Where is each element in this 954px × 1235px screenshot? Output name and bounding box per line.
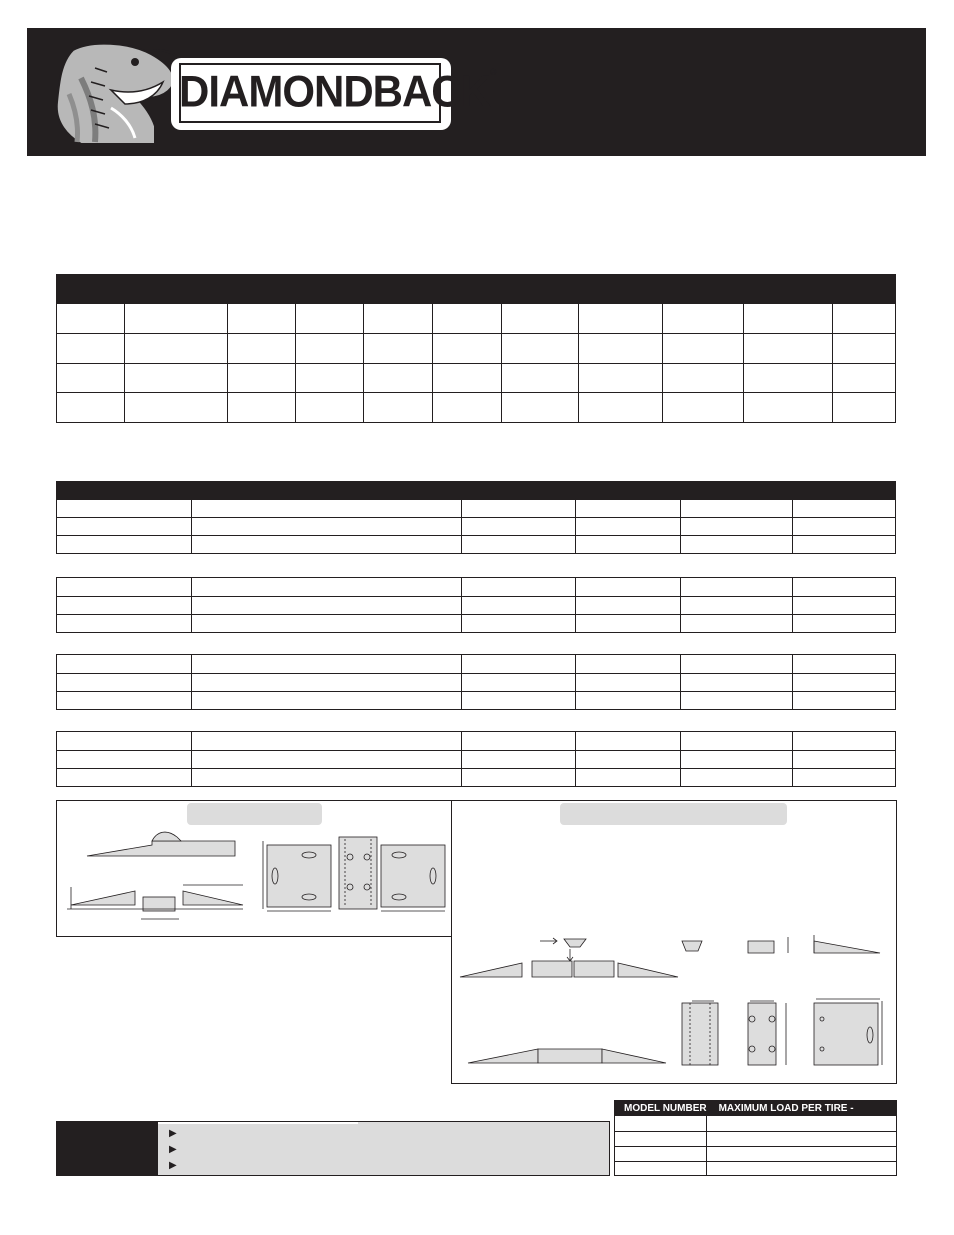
model-table-3 — [56, 654, 896, 710]
features-label-block — [57, 1122, 158, 1175]
table-row — [57, 691, 895, 709]
maximum-load-table — [614, 1100, 897, 1176]
table-row — [57, 578, 895, 596]
dimensions-panel — [56, 800, 452, 937]
table-row — [57, 614, 895, 632]
specification-table — [56, 274, 896, 423]
table-row — [57, 655, 895, 673]
model-table-2 — [56, 577, 896, 633]
registered-mark: ® — [489, 66, 496, 78]
features-divider — [158, 1122, 358, 1124]
triangle-bullet-icon: ▶ — [169, 1144, 177, 1155]
table-row — [57, 596, 895, 614]
table-row — [57, 304, 895, 334]
header-banner — [27, 28, 926, 156]
table-row — [57, 334, 895, 364]
triangle-bullet-icon: ▶ — [169, 1160, 177, 1171]
triangle-bullet-icon: ▶ — [169, 1128, 177, 1139]
table-row — [615, 1161, 896, 1176]
specification-table-header — [57, 275, 895, 304]
table-row — [615, 1131, 896, 1146]
features-list — [169, 1126, 177, 1174]
model-table-1 — [56, 481, 896, 554]
specification-grid — [57, 304, 895, 422]
maximum-load-heading: MAXIMUM LOAD PER TIRE - — [718, 1103, 854, 1114]
model-number-heading: MODEL NUMBER — [624, 1103, 707, 1114]
table-row — [615, 1116, 896, 1131]
rattlesnake-logo-icon — [51, 38, 181, 144]
maximum-load-table-header — [615, 1101, 896, 1116]
table-row — [57, 768, 895, 786]
brand-name — [179, 66, 496, 117]
table-row — [57, 517, 895, 535]
table-row — [57, 393, 895, 423]
table-row — [57, 673, 895, 691]
diamondback-logo — [51, 38, 496, 144]
table-row — [57, 535, 895, 553]
table-row — [57, 732, 895, 750]
model-table-header — [57, 482, 895, 499]
brand-name-text: DIAMONDBACK — [179, 66, 490, 117]
table-row — [57, 499, 895, 517]
table-row — [57, 750, 895, 768]
table-row — [57, 363, 895, 393]
assembly-panel — [451, 800, 897, 1084]
table-row — [615, 1146, 896, 1161]
features-box — [56, 1121, 610, 1176]
cable-protector-dimensions-diagram — [57, 801, 450, 935]
assembly-diagram — [452, 801, 895, 1082]
model-table-4 — [56, 731, 896, 787]
